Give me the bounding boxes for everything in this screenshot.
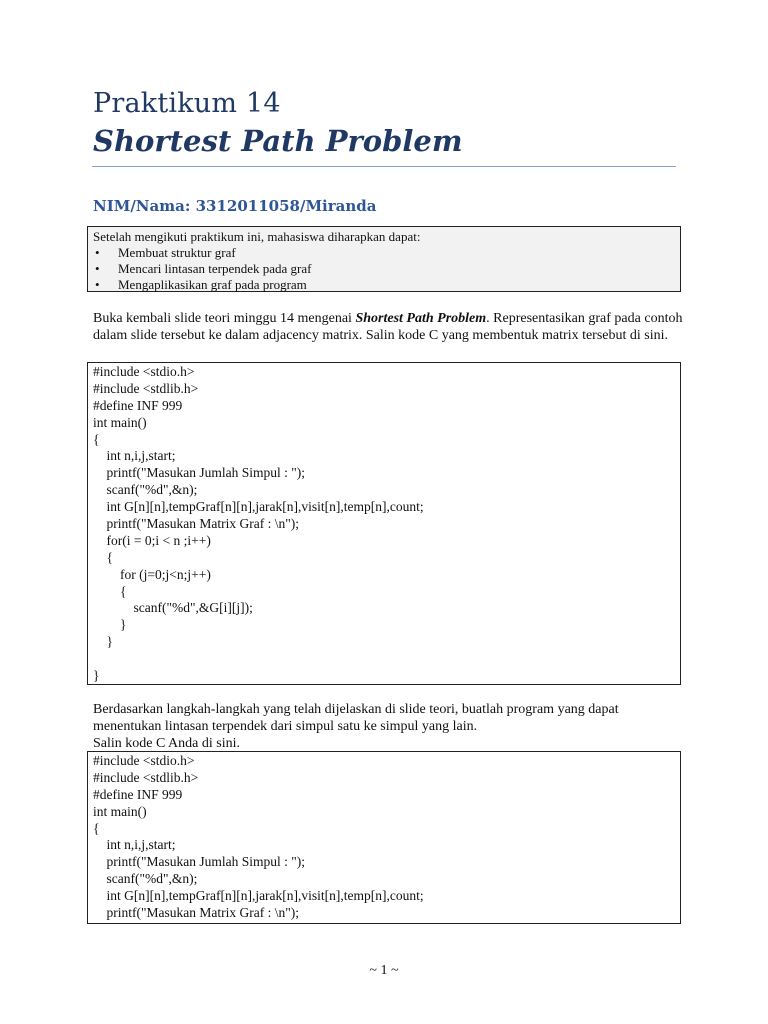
code-line: printf("Masukan Matrix Graf : \n"); xyxy=(93,516,299,532)
code-line: } xyxy=(93,668,100,684)
code-line: { xyxy=(93,431,100,447)
bullet-icon: • xyxy=(95,245,100,260)
page-title: Praktikum 14 xyxy=(93,88,281,119)
code-line: #include <stdlib.h> xyxy=(93,380,199,396)
objectives-intro: Setelah mengikuti praktikum ini, mahasiswa diharapkan dapat: xyxy=(93,229,421,244)
code-line xyxy=(93,651,674,668)
code-line: int G[n][n],tempGraf[n][n],jarak[n],visit[n],temp[n],count; xyxy=(93,888,424,904)
objectives-box xyxy=(87,226,681,292)
instruction-paragraph-1 xyxy=(93,310,683,344)
instruction-paragraph-2 xyxy=(93,701,683,752)
code-line: #include <stdio.h> xyxy=(93,753,195,768)
code-line: scanf("%d",&n); xyxy=(93,482,198,498)
bullet-icon: • xyxy=(95,261,100,276)
code-line: #include <stdlib.h> xyxy=(93,769,199,785)
code-line: int n,i,j,start; xyxy=(93,448,176,464)
code-line: int n,i,j,start; xyxy=(93,837,176,853)
title-divider xyxy=(92,166,676,167)
code-line: { xyxy=(93,820,100,836)
objective-text: Mencari lintasan terpendek pada graf xyxy=(118,261,312,276)
code-line: #include <stdio.h> xyxy=(93,364,195,379)
code-line: printf("Masukan Jumlah Simpul : "); xyxy=(93,854,306,870)
bullet-icon: • xyxy=(95,277,100,292)
code-line: for (j=0;j<n;j++) xyxy=(93,566,211,582)
code-line: { xyxy=(93,583,127,599)
objective-item xyxy=(93,261,674,277)
instruction-line: Berdasarkan langkah-langkah yang telah dijelaskan di slide teori, buatlah program yang dapat xyxy=(93,702,619,717)
code-line: printf("Masukan Matrix Graf : \n"); xyxy=(93,905,299,921)
code-line: scanf("%d",&G[i][j]); xyxy=(93,600,253,616)
instruction-emphasis: Shortest Path Problem xyxy=(355,311,487,326)
code-line: #define INF 999 xyxy=(93,397,183,413)
page-number: ~ 1 ~ xyxy=(369,963,399,978)
code-line: for(i = 0;i < n ;i++) xyxy=(93,532,211,548)
objectives-list xyxy=(93,245,674,293)
objective-item xyxy=(93,245,674,261)
code-line: } xyxy=(93,634,113,650)
page-subtitle: Shortest Path Problem xyxy=(93,124,463,158)
code-line: scanf("%d",&n); xyxy=(93,871,198,887)
code-box-shortest-path[interactable] xyxy=(87,751,681,924)
instruction-text-rest: . Representasikan graf pada contoh dalam slide tersebut ke dalam adjacency matrix. Salin kode C yang membentuk matrix tersebut di sini. xyxy=(93,311,683,343)
code-line: printf("Masukan Jumlah Simpul : "); xyxy=(93,465,306,481)
objective-text: Membuat struktur graf xyxy=(118,245,236,260)
instruction-line: menentukan lintasan terpendek dari simpul satu ke simpul yang lain. xyxy=(93,719,478,734)
instruction-text: Buka kembali slide teori minggu 14 mengenai xyxy=(93,311,356,326)
code-line: int G[n][n],tempGraf[n][n],jarak[n],visit[n],temp[n],count; xyxy=(93,499,424,515)
code-line: #define INF 999 xyxy=(93,786,183,802)
code-line: } xyxy=(93,617,127,633)
code-line: int main() xyxy=(93,803,147,819)
objective-item xyxy=(93,277,674,293)
code-box-adjacency-matrix[interactable] xyxy=(87,362,681,685)
student-id-name: NIM/Nama: 3312011058/Miranda xyxy=(93,197,377,215)
code-line: int main() xyxy=(93,414,147,430)
instruction-line: Salin kode C Anda di sini. xyxy=(93,736,240,751)
code-line: { xyxy=(93,549,113,565)
objective-text: Mengaplikasikan graf pada program xyxy=(118,277,307,292)
